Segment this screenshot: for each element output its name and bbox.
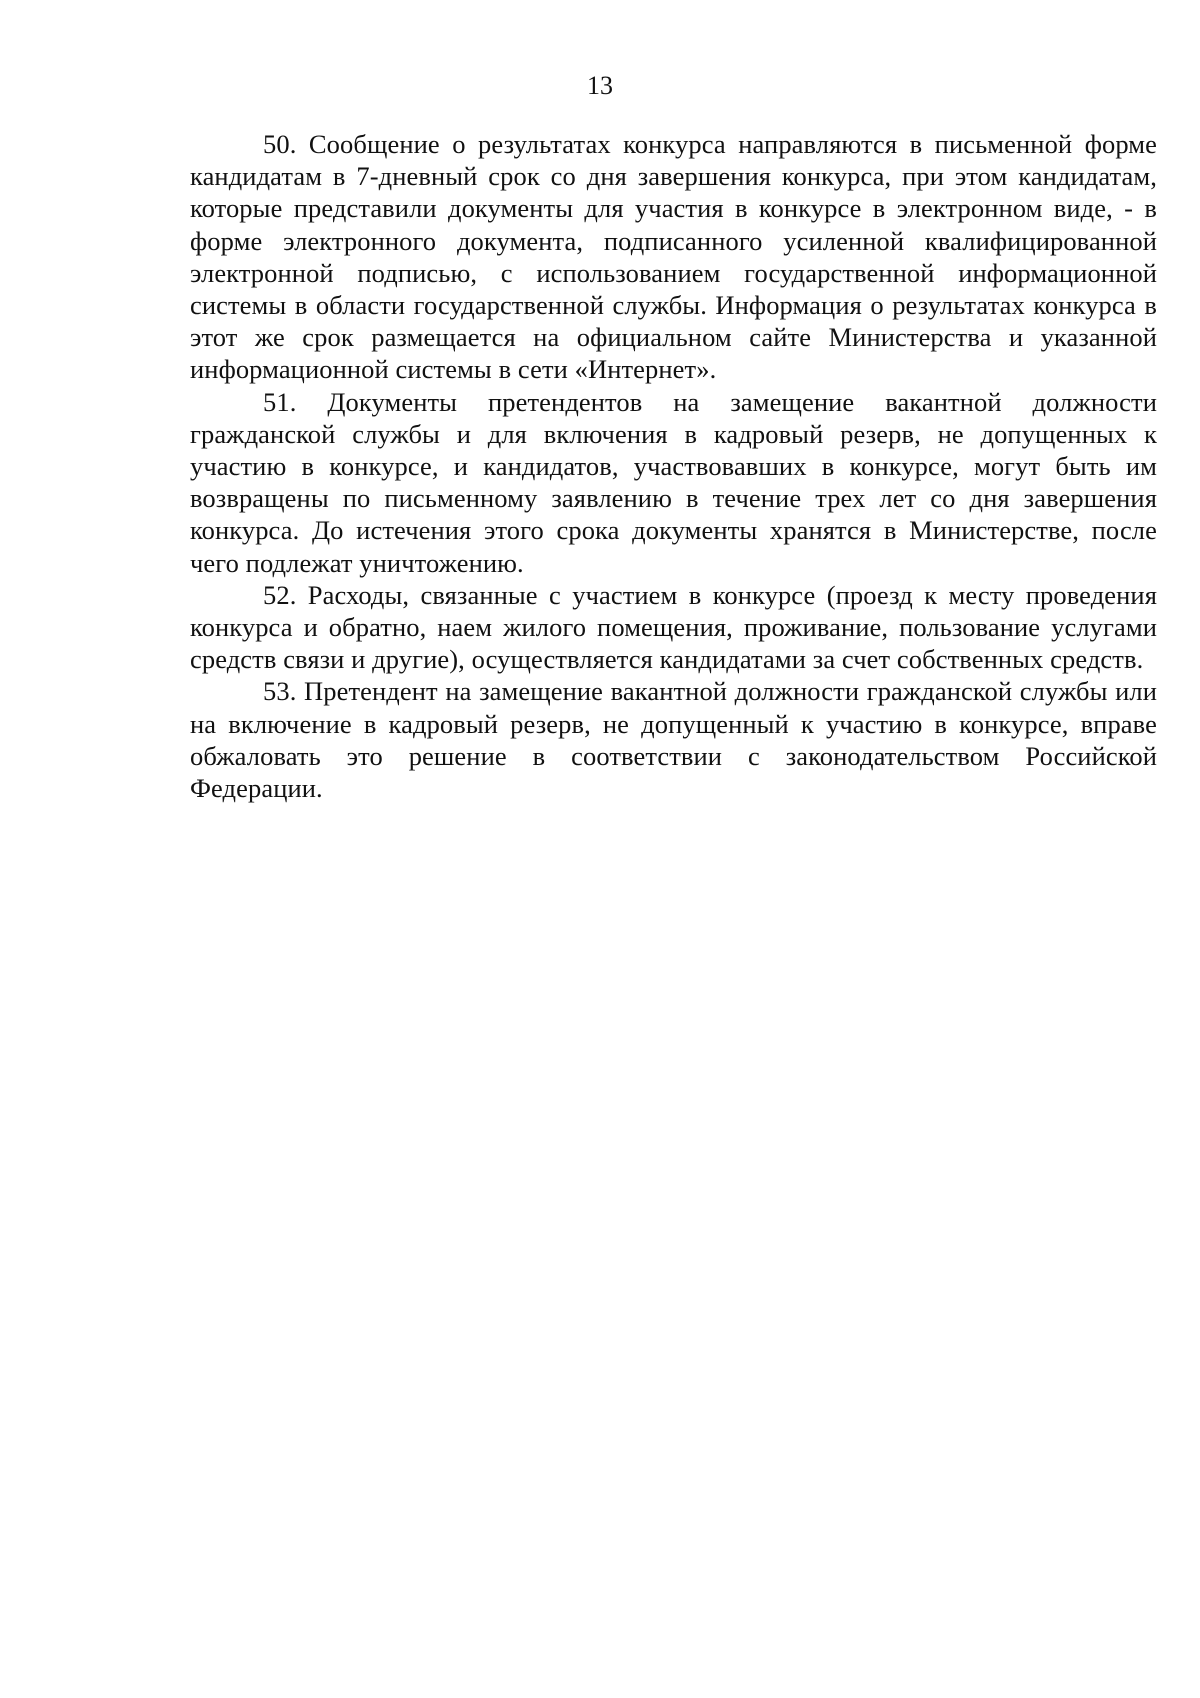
paragraph-52: 52. Расходы, связанные с участием в конкурсе (проезд к месту проведения конкурса и обратно, наем жилого помещения, проживание, пользование услугами средств связи и другие), осуществляется кандидатами за счет собственных средств. [190,579,1157,675]
document-body [190,128,1157,804]
paragraph-51: 51. Документы претендентов на замещение вакантной должности гражданской службы и для включения в кадровый резерв, не допущенных к участию в конкурсе, и кандидатов, участвовавших в конкурсе, могут быть им возвращены по письменному заявлению в течение трех лет со дня завершения конкурса. До истечения этого срока документы хранятся в Министерстве, после чего подлежат уничтожению. [190,386,1157,578]
page-number: 13 [587,71,613,100]
paragraph-53: 53. Претендент на замещение вакантной должности гражданской службы или на включение в кадровый резерв, не допущенный к участию в конкурсе, вправе обжаловать это решение в соответствии с законодательством Российской Федерации. [190,676,1157,804]
paragraph-50: 50. Сообщение о результатах конкурса направляются в письменной форме кандидатам в 7-дневный срок со дня завершения конкурса, при этом кандидатам, которые представили документы для участия в конкурсе в электронном виде, - в форме электронного документа, подписанного усиленной квалифицированной электронной подписью, с использованием государственной информационной системы в области государственной службы. Информация о результатах конкурса в этот же срок размещается на официальном сайте Министерства и указанной информационной системы в сети «Интернет». [190,129,1157,385]
